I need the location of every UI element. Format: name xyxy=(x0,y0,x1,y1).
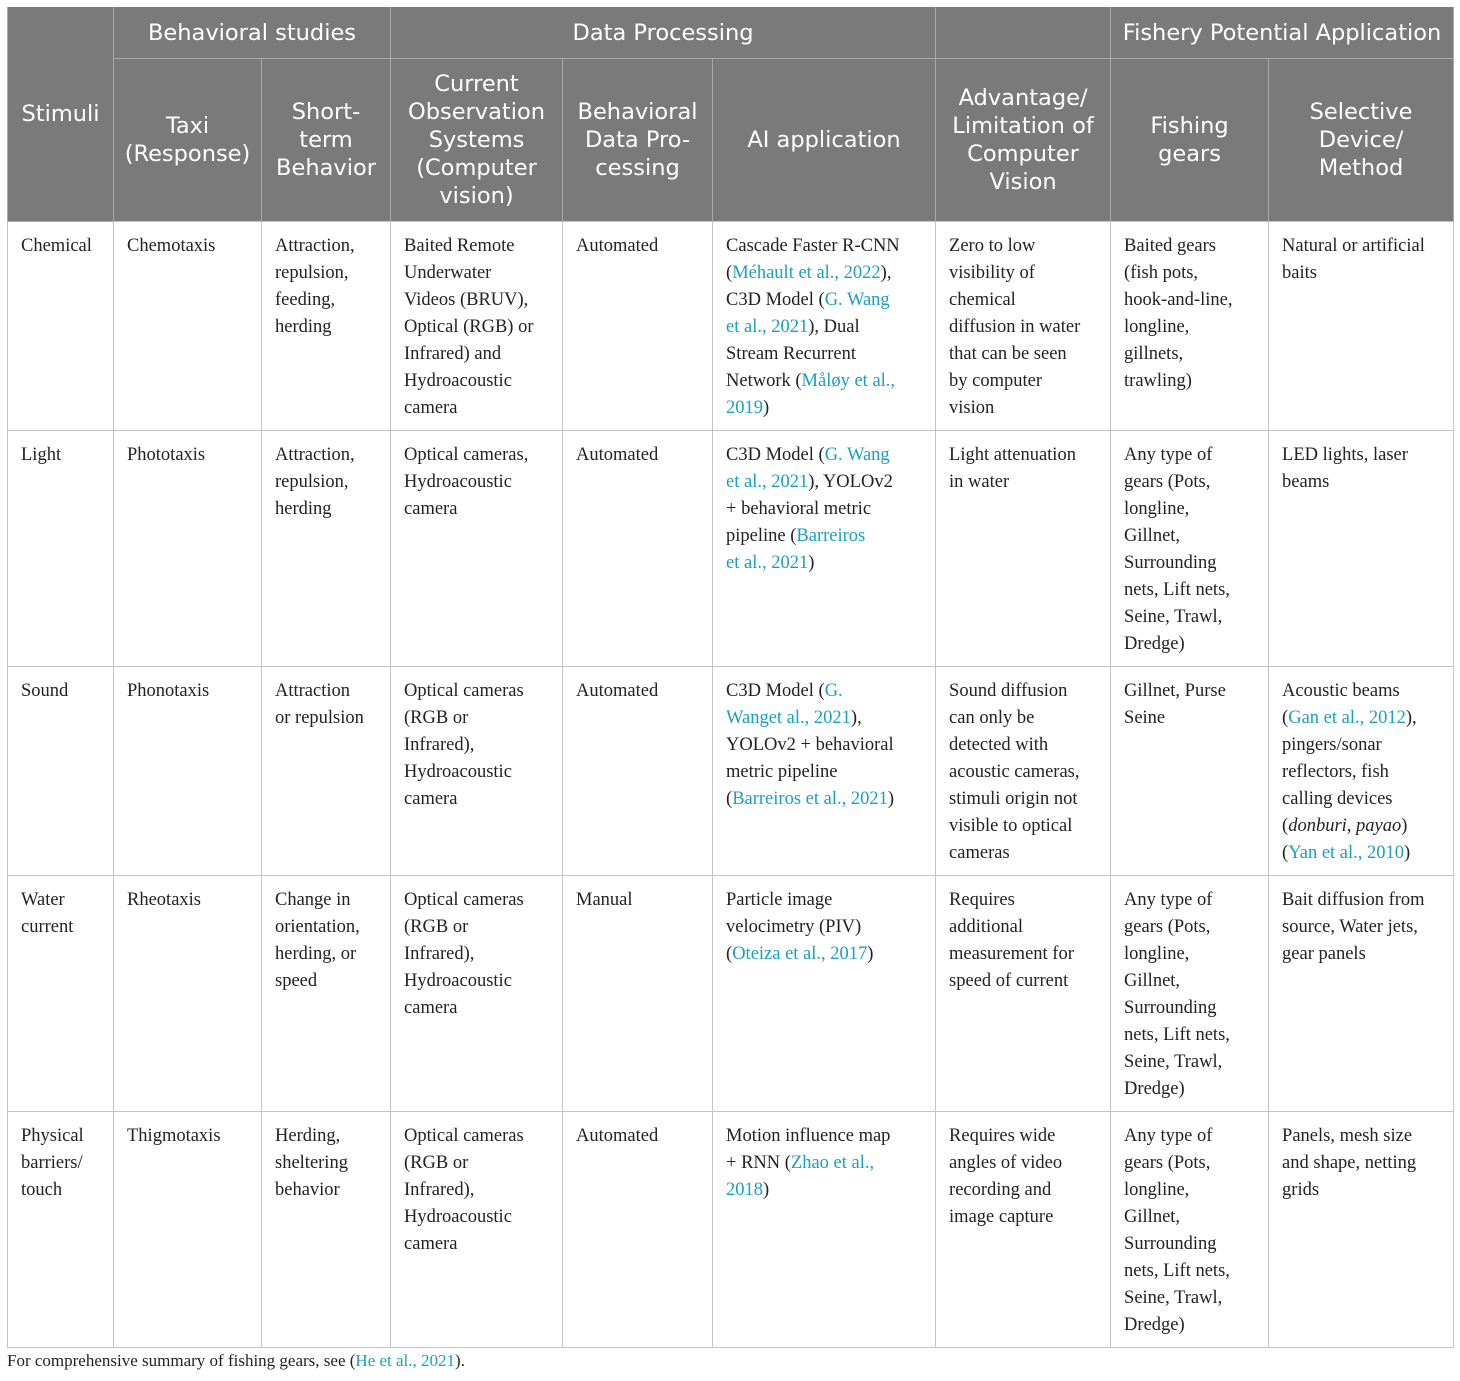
header-advantage: Advantage/ Limitation of Computer Vision xyxy=(936,59,1111,222)
cell-advantage: Light attenuation in water xyxy=(936,431,1111,667)
citation-link[interactable]: Gan et al., 2012 xyxy=(1288,708,1406,728)
table-row-chemical xyxy=(8,222,1454,431)
citation-link[interactable]: He et al., 2021 xyxy=(355,1351,456,1370)
cell-behavior: Herding, sheltering behavior xyxy=(262,1112,391,1348)
italic-term: donburi, payao xyxy=(1288,816,1402,836)
cell-ai-application: Motion influence map + RNN (Zhao et al., 2018) xyxy=(713,1112,936,1348)
cell-advantage: Requires wide angles of video recording and image capture xyxy=(936,1112,1111,1348)
header-fishing-gears: Fishing gears xyxy=(1111,59,1269,222)
cell-taxi: Chemotaxis xyxy=(114,222,262,431)
citation-link[interactable]: G. Wang et al., 2021 xyxy=(726,290,890,337)
cell-selective-device: LED lights, laser beams xyxy=(1269,431,1454,667)
header-stimuli: Stimuli xyxy=(8,7,114,222)
cell-taxi: Thigmotaxis xyxy=(114,1112,262,1348)
cell-processing: Automated xyxy=(563,1112,713,1348)
cell-selective-device: Bait diffusion from source, Water jets, gear panels xyxy=(1269,876,1454,1112)
header-column-row xyxy=(8,59,1454,222)
table-row-light xyxy=(8,431,1454,667)
cell-taxi: Phototaxis xyxy=(114,431,262,667)
cell-stimuli: Water current xyxy=(8,876,114,1112)
header-group-empty xyxy=(936,7,1111,59)
cell-selective-device: Natural or artificial baits xyxy=(1269,222,1454,431)
cell-observation: Optical cameras (RGB or Infrared), Hydroacoustic camera xyxy=(391,1112,563,1348)
citation-link[interactable]: Måløy et al., 2019 xyxy=(726,371,896,418)
cell-advantage: Zero to low visibility of chemical diffusion in water that can be seen by computer vision xyxy=(936,222,1111,431)
citation-link[interactable]: Oteiza et al., 2017 xyxy=(732,944,868,964)
cell-ai-application: C3D Model (G. Wanget al., 2021), YOLOv2 + behavioral metric pipeline (Barreiros et al., 2021) xyxy=(713,667,936,876)
cell-behavior: Change in orientation, herding, or speed xyxy=(262,876,391,1112)
cell-fishing-gears: Gillnet, Purse Seine xyxy=(1111,667,1269,876)
stimuli-table xyxy=(7,7,1454,1348)
header-ai-application: AI application xyxy=(713,59,936,222)
cell-processing: Automated xyxy=(563,667,713,876)
cell-behavior: Attraction, repulsion, feeding, herding xyxy=(262,222,391,431)
cell-ai-application: Particle image velocimetry (PIV) (Oteiza et al., 2017) xyxy=(713,876,936,1112)
header-selective-device: Selective Device/ Method xyxy=(1269,59,1454,222)
cell-stimuli: Light xyxy=(8,431,114,667)
cell-stimuli: Chemical xyxy=(8,222,114,431)
header-short-term: Short- term Behavior xyxy=(262,59,391,222)
cell-processing: Automated xyxy=(563,222,713,431)
citation-link[interactable]: Zhao et al., 2018 xyxy=(726,1153,875,1200)
cell-stimuli: Sound xyxy=(8,667,114,876)
header-group-row xyxy=(8,7,1454,59)
cell-observation: Baited Remote Underwater Videos (BRUV), Optical (RGB) or Infrared) and Hydroacoustic camera xyxy=(391,222,563,431)
table-footnote: For comprehensive summary of fishing gears, see (He et al., 2021). xyxy=(7,1351,465,1370)
cell-advantage: Requires additional measurement for speed of current xyxy=(936,876,1111,1112)
cell-fishing-gears: Any type of gears (Pots, longline, Gillnet, Surrounding nets, Lift nets, Seine, Trawl, Dredge) xyxy=(1111,431,1269,667)
citation-link[interactable]: G. Wanget al., 2021 xyxy=(726,681,851,728)
header-observation: Current Observation Systems (Computer vision) xyxy=(391,59,563,222)
table-row-physical-barriers xyxy=(8,1112,1454,1348)
citation-link[interactable]: Yan et al., 2010 xyxy=(1288,843,1405,863)
header-group-data-processing: Data Processing xyxy=(391,7,936,59)
cell-taxi: Phonotaxis xyxy=(114,667,262,876)
citation-link[interactable]: G. Wang et al., 2021 xyxy=(726,445,890,492)
cell-fishing-gears: Baited gears (fish pots, hook-and-line, longline, gillnets, trawling) xyxy=(1111,222,1269,431)
citation-link[interactable]: Méhault et al., 2022 xyxy=(732,263,881,283)
header-processing: Behavioral Data Pro- cessing xyxy=(563,59,713,222)
cell-behavior: Attraction, repulsion, herding xyxy=(262,431,391,667)
header-group-fishery: Fishery Potential Application xyxy=(1111,7,1454,59)
cell-fishing-gears: Any type of gears (Pots, longline, Gillnet, Surrounding nets, Lift nets, Seine, Trawl, Dredge) xyxy=(1111,1112,1269,1348)
cell-stimuli: Physical barriers/ touch xyxy=(8,1112,114,1348)
cell-selective-device: Acoustic beams (Gan et al., 2012), pingers/sonar reflectors, fish calling devices (donburi, payao) (Yan et al., 2010) xyxy=(1269,667,1454,876)
cell-fishing-gears: Any type of gears (Pots, longline, Gillnet, Surrounding nets, Lift nets, Seine, Trawl, Dredge) xyxy=(1111,876,1269,1112)
cell-observation: Optical cameras (RGB or Infrared), Hydroacoustic camera xyxy=(391,876,563,1112)
cell-ai-application: C3D Model (G. Wang et al., 2021), YOLOv2 + behavioral metric pipeline (Barreiros et al., 2021) xyxy=(713,431,936,667)
cell-processing: Manual xyxy=(563,876,713,1112)
cell-behavior: Attraction or repulsion xyxy=(262,667,391,876)
header-taxi: Taxi (Response) xyxy=(114,59,262,222)
cell-taxi: Rheotaxis xyxy=(114,876,262,1112)
table-container xyxy=(7,7,1453,1348)
header-group-behavioral: Behavioral studies xyxy=(114,7,391,59)
cell-observation: Optical cameras, Hydroacoustic camera xyxy=(391,431,563,667)
table-row-water-current xyxy=(8,876,1454,1112)
citation-link[interactable]: Barreiros et al., 2021 xyxy=(726,526,866,573)
table-row-sound xyxy=(8,667,1454,876)
cell-advantage: Sound diffusion can only be detected with acoustic cameras, stimuli origin not visible to optical cameras xyxy=(936,667,1111,876)
cell-selective-device: Panels, mesh size and shape, netting grids xyxy=(1269,1112,1454,1348)
citation-link[interactable]: Barreiros et al., 2021 xyxy=(732,789,888,809)
cell-observation: Optical cameras (RGB or Infrared), Hydroacoustic camera xyxy=(391,667,563,876)
cell-processing: Automated xyxy=(563,431,713,667)
cell-ai-application: Cascade Faster R-CNN (Méhault et al., 2022), C3D Model (G. Wang et al., 2021), Dual Stream Recurrent Network (Måløy et al., 2019) xyxy=(713,222,936,431)
